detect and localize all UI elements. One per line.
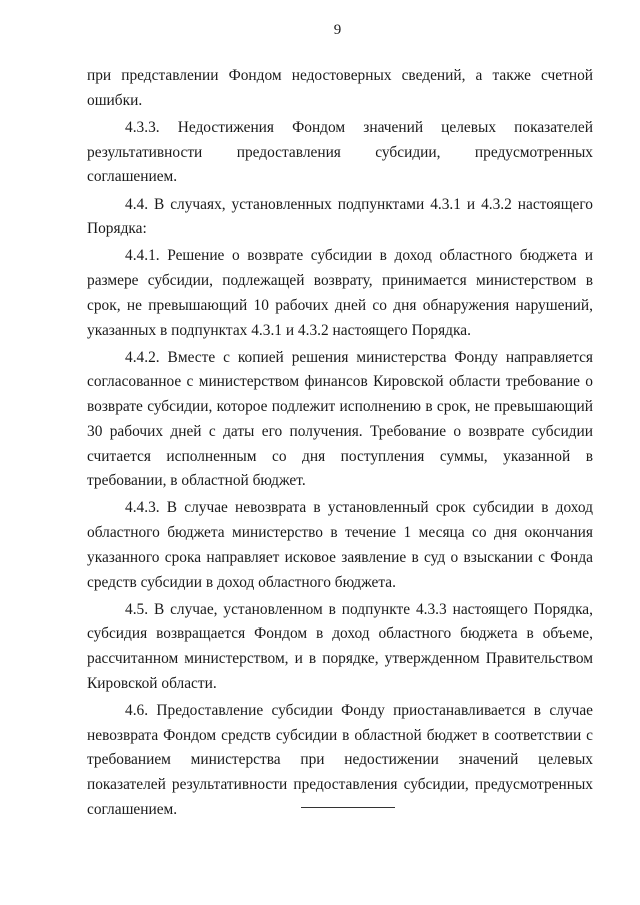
paragraph-4-4: 4.4. В случаях, установленных подпунктами 4.3.1 и 4.3.2 настоящего Порядка: (87, 195, 593, 238)
paragraph-4-3-3: 4.3.3. Недостижения Фондом значений целевых показателей результативности предоставления субсидии, предусмотренных соглашением. (87, 118, 593, 186)
paragraph-4-6: 4.6. Предоставление субсидии Фонду приостанавливается в случае невозврата Фондом средств субсидии в областной бюджет в соответствии с требованием министерства при недостижении значений целевых показателей результативности предоставления субсидии, предусмотренных соглашением. (87, 702, 593, 818)
page-number: 9 (333, 22, 342, 38)
paragraph-4-4-3: 4.4.3. В случае невозврата в установленный срок субсидии в доход областного бюджета министерство в течение 1 месяца со дня окончания указанного срока направляет исковое заявление в суд о взыскании с Фонда средств субсидии в доход областного бюджета. (87, 499, 593, 591)
paragraph-4-4-1: 4.4.1. Решение о возврате субсидии в доход областного бюджета и размере субсидии, подлежащей возврату, принимается министерством в срок, не превышающий 10 рабочих дней со дня обнаружения нарушений, указанных в подпунктах 4.3.1 и 4.3.2 настоящего Порядка. (87, 247, 593, 339)
end-of-text-divider (301, 807, 395, 808)
paragraph-continuation: при представлении Фондом недостоверных сведений, а также счетной ошибки. (87, 67, 593, 109)
paragraph-4-5: 4.5. В случае, установленном в подпункте 4.3.3 настоящего Порядка, субсидия возвращается Фондом в доход областного бюджета в объеме, рассчитанном министерством, и в порядке, утвержденном Правительством Кировской области. (87, 600, 593, 692)
document-body (87, 64, 593, 825)
paragraph-4-4-2: 4.4.2. Вместе с копией решения министерства Фонду направляется согласованное с министерством финансов Кировской области требование о возврате субсидии, которое подлежит исполнению в срок, не превышающий 30 рабочих дней с даты его получения. Требование о возврате субсидии считается исполненным со дня поступления суммы, указанной в требовании, в областной бюджет. (87, 348, 593, 490)
